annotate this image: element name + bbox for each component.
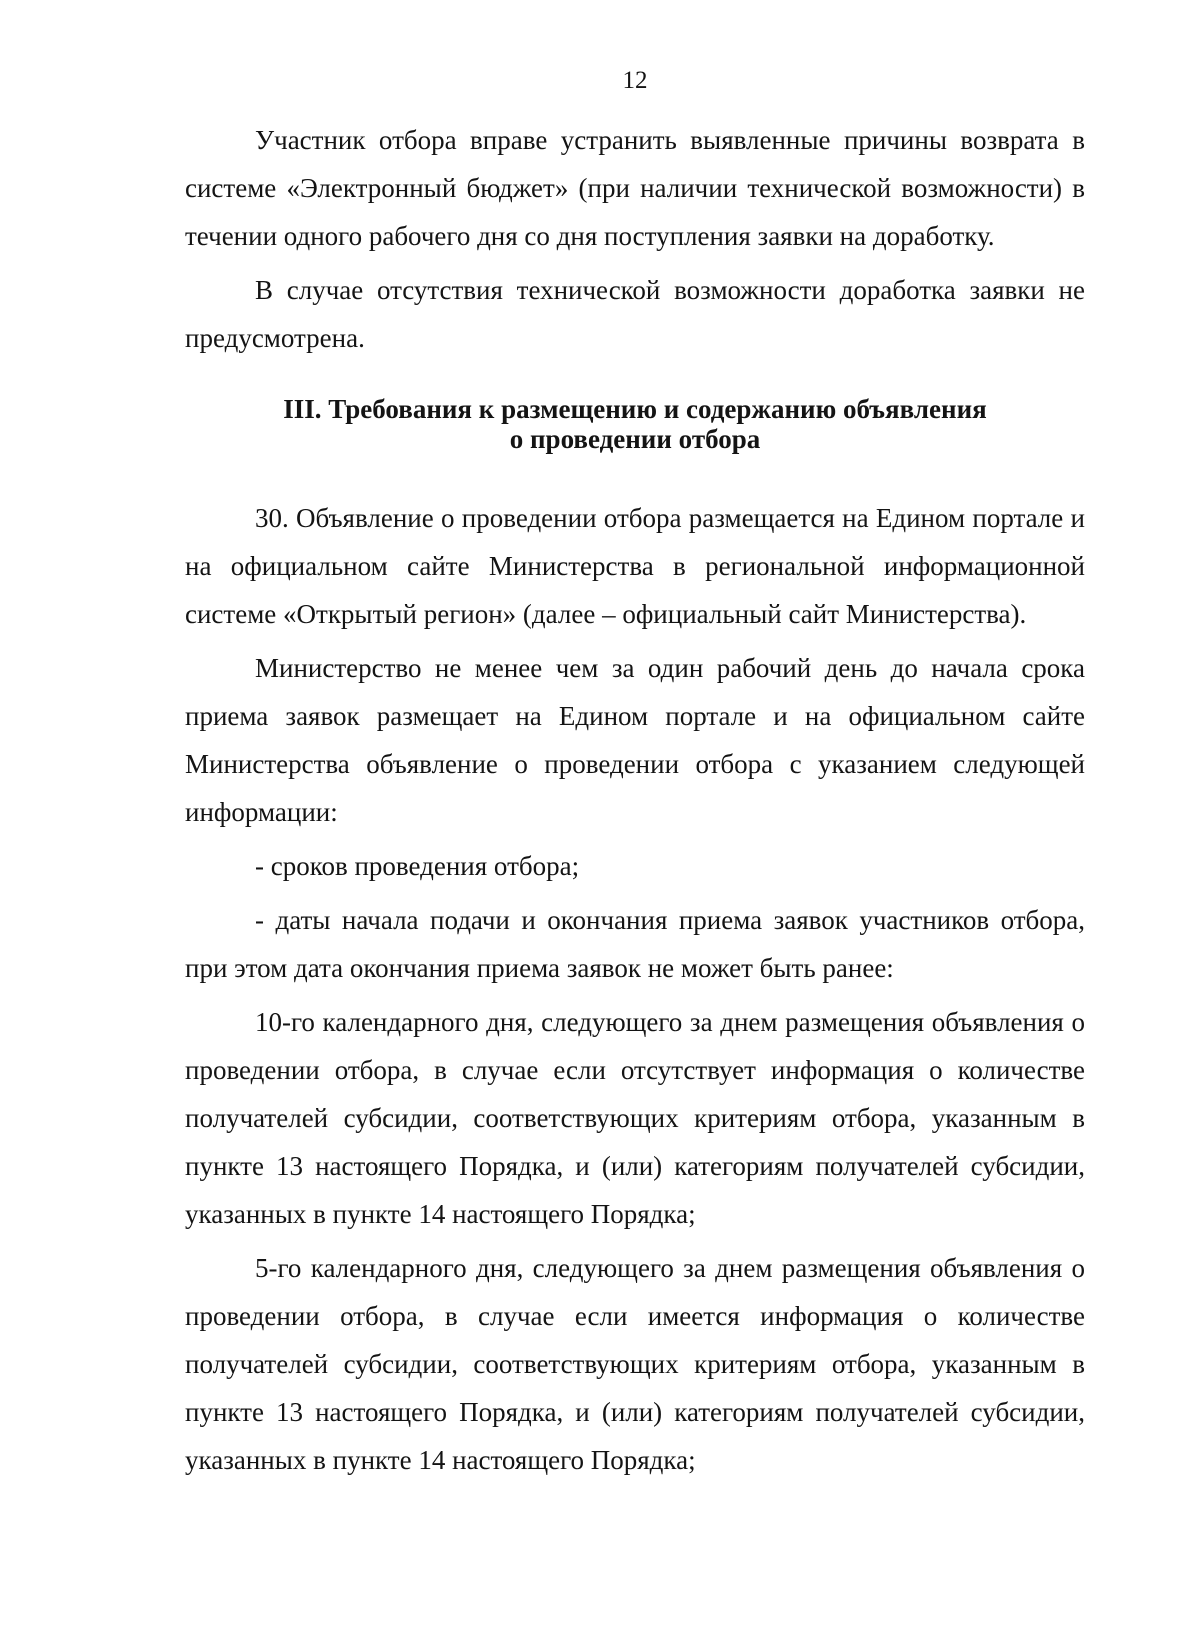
- document-body: [185, 116, 1085, 1484]
- page-number: 12: [622, 67, 648, 94]
- paragraph: 10-го календарного дня, следующего за днем размещения объявления о проведении отбора, в случае если отсутствует информация о количестве получателей субсидии, соответствующих критериям отбора, указанным в пункте 13 настоящего Порядка, и (или) категориям получателей субсидии, указанных в пункте 14 настоящего Порядка;: [185, 1007, 1085, 1229]
- paragraph: В случае отсутствия технической возможности доработка заявки не предусмотрена.: [185, 275, 1085, 353]
- section-heading: [185, 394, 1085, 454]
- section-heading-line: о проведении отбора: [509, 424, 761, 454]
- section-heading-line: III. Требования к размещению и содержанию объявления: [283, 394, 987, 424]
- paragraph: 30. Объявление о проведении отбора размещается на Едином портале и на официальном сайте Министерства в региональной информационной системе «Открытый регион» (далее – официальный сайт Министерства).: [185, 503, 1085, 629]
- paragraph: Участник отбора вправе устранить выявленные причины возврата в системе «Электронный бюджет» (при наличии технической возможности) в течении одного рабочего дня со дня поступления заявки на доработку.: [185, 125, 1085, 251]
- list-item: - даты начала подачи и окончания приема заявок участников отбора, при этом дата окончания приема заявок не может быть ранее:: [185, 905, 1085, 983]
- paragraph: Министерство не менее чем за один рабочий день до начала срока приема заявок размещает на Едином портале и на официальном сайте Министерства объявление о проведении отбора с указанием следующей информации:: [185, 653, 1085, 827]
- list-item: - сроков проведения отбора;: [255, 851, 580, 881]
- paragraph: 5-го календарного дня, следующего за днем размещения объявления о проведении отбора, в случае если имеется информация о количестве получателей субсидии, соответствующих критериям отбора, указанным в пункте 13 настоящего Порядка, и (или) категориям получателей субсидии, указанных в пункте 14 настоящего Порядка;: [185, 1253, 1085, 1475]
